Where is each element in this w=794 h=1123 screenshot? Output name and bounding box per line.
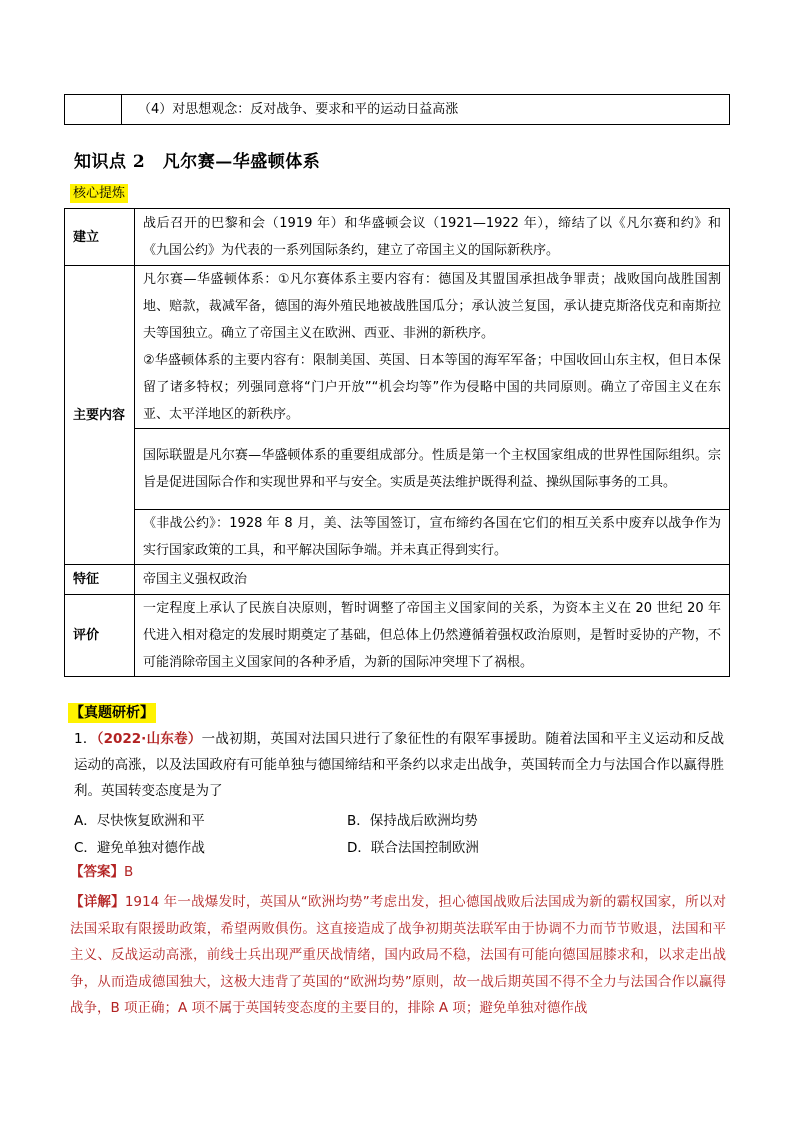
option-a: A．尽快恢复欧洲和平 (74, 813, 205, 829)
row-content-pact: 《非战公约》：1928 年 8 月，美、法等国签订，宣布缔约各国在它们的相互关系中废弃以战争作为实行国家政策的工具，和平解决国际争端。并未真正得到实行。 (135, 510, 730, 565)
table-row-feature (65, 565, 730, 595)
table-row-establish (65, 209, 730, 266)
question-number: 1． (74, 731, 97, 747)
question-stem (74, 726, 724, 804)
core-summary-tag: 核心提炼 (70, 184, 128, 203)
explanation-tag: 【详解】 (70, 894, 125, 910)
option-b: B．保持战后欧洲均势 (347, 813, 478, 829)
option-d: D．联合法国控制欧洲 (347, 840, 479, 856)
answer-tag: 【答案】 (70, 864, 124, 880)
answer-line (70, 860, 133, 880)
table-row-evaluation (65, 595, 730, 677)
row-label-establish: 建立 (65, 209, 135, 266)
row-content-establish: 战后召开的巴黎和会（1919 年）和华盛顿会议（1921—1922 年），缔结了以《凡尔赛和约》和《九国公约》为代表的一系列国际条约，建立了帝国主义的国际新秩序。 (135, 209, 730, 266)
answer-explanation (70, 889, 726, 1022)
content-paragraph: 凡尔赛—华盛顿体系：①凡尔赛体系主要内容有：德国及其盟国承担战争罪责；战败国向战胜国割地、赔款，裁减军备，德国的海外殖民地被战胜国瓜分；承认波兰复国，承认捷克斯洛伐克和南斯拉夫等国独立。确立了帝国主义在欧洲、西亚、非洲的新秩序。 (143, 272, 721, 341)
knowledge-point-title: 知识点 2 凡尔赛—华盛顿体系 (74, 152, 321, 172)
question-text: 一战初期，英国对法国只进行了象征性的有限军事援助。随着法国和平主义运动和反战运动的高涨，以及法国政府有可能单独与德国缔结和平条约以求走出战争，英国转而全力与法国合作以赢得胜利。英国转变态度是为了 (74, 731, 725, 799)
exam-section-tag: 【真题研析】 (70, 705, 154, 721)
row-label-evaluation: 评价 (65, 595, 135, 677)
content-paragraph: ②华盛顿体系的主要内容有：限制美国、英国、日本等国的海军军备；中国收回山东主权，但日本保留了诸多特权；列强同意将“门户开放”“机会均等”作为侵略中国的共同原则。确立了帝国主义在东亚、太平洋地区的新秩序。 (143, 353, 721, 422)
row-content-league: 国际联盟是凡尔赛—华盛顿体系的重要组成部分。性质是第一个主权国家组成的世界性国际组织。宗旨是促进国际合作和实现世界和平与安全。实质是英法维护既得利益、操纵国际事务的工具。 (135, 429, 730, 510)
question-source: （2022·山东卷） (96, 731, 202, 747)
row-content-evaluation: 一定程度上承认了民族自决原则，暂时调整了帝国主义国家间的关系，为资本主义在 20 世纪 20 年代进入相对稳定的发展时期奠定了基础，但总体上仍然遵循着强权政治原则，是暂时妥协的产物，不可能消除帝国主义国家间的各种矛盾，为新的国际冲突埋下了祸根。 (135, 595, 730, 677)
explanation-text: 1914 年一战爆发时，英国从“欧洲均势”考虑出发，担心德国战败后法国成为新的霸权国家，所以对法国采取有限援助政策，希望两败俱伤。这直接造成了战争初期英法联军由于协调不力而节节败退，法国和平主义、反战运动高涨，前线士兵出现严重厌战情绪，国内政局不稳，法国有可能向德国屈膝求和，以求走出战争，从而造成德国独大，这极大违背了英国的“欧洲均势”原则，故一战后期英国不得不全力与法国合作以赢得战争，B 项正确；A 项不属于英国转变态度的主要目的，排除 A 项；避免单独对德作战 (70, 894, 727, 1016)
answer-value: B (124, 864, 134, 880)
table-row-pact (65, 510, 730, 565)
continued-table (64, 94, 730, 125)
table-row (65, 95, 730, 125)
table-row-league (65, 429, 730, 510)
row-label-main-content: 主要内容 (65, 266, 135, 565)
knowledge-table (64, 208, 730, 677)
row-content-system (135, 266, 730, 429)
option-c: C．避免单独对德作战 (74, 840, 205, 856)
row-label-feature: 特征 (65, 565, 135, 595)
table-cell-empty (65, 95, 122, 125)
row-content-feature: 帝国主义强权政治 (135, 565, 730, 595)
table-cell-text: （4）对思想观念：反对战争、要求和平的运动日益高涨 (122, 95, 730, 125)
table-row-main-content (65, 266, 730, 429)
